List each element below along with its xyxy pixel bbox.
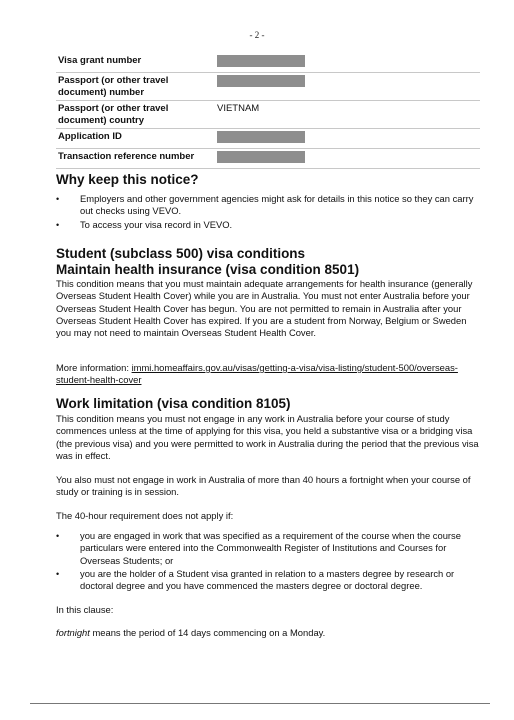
why-heading: Why keep this notice? [56, 172, 199, 187]
row-value [211, 73, 480, 101]
bullet-text: To access your visa record in VEVO. [80, 219, 233, 230]
table-row [56, 53, 480, 73]
health-insurance-paragraph: This condition means that you must maintain adequate arrangements for health insurance (generally Overseas Student Health Cover) while you are in Australia. You must not enter Australia before your Overseas Student Health Cover has begun. You are not permitted to remain in Australia after your Overseas Student Health Cover has expired. If you are a student from Norway, Belgium or Sweden you may not need to maintain Overseas Student Health Cover. [56, 278, 473, 339]
list-item [56, 530, 482, 567]
table-row [56, 129, 480, 149]
work-paragraph-2: You also must not engage in work in Australia of more than 40 hours a fortnight when your course of study or training is in session. [56, 474, 471, 498]
bullet-text: you are engaged in work that was specified as a requirement of the course when the course particulars were entered into the Commonwealth Register of Institutions and Courses for Overseas Students; or [80, 530, 461, 566]
definition-text: means the period of 14 days commencing on a Monday. [89, 627, 326, 638]
redaction-box [217, 151, 305, 163]
definition-term: fortnight [56, 627, 90, 638]
work-limitation-heading: Work limitation (visa condition 8105) [56, 396, 291, 411]
row-label: Transaction reference number [56, 149, 211, 169]
row-label: Passport (or other travel document) number [56, 73, 211, 101]
bullet-icon: • [56, 531, 60, 541]
bullet-text: Employers and other government agencies might ask for details in this notice so they can carry out checks using VEVO. [80, 193, 474, 217]
bullet-text: you are the holder of a Student visa granted in relation to a masters degree by research or doctoral degree and you have commenced the masters degree or doctoral degree. [80, 568, 455, 592]
footer-divider [30, 703, 490, 704]
row-label: Visa grant number [56, 53, 211, 73]
bullet-icon: • [56, 569, 60, 579]
work-paragraph-3: The 40-hour requirement does not apply if: [56, 510, 234, 521]
list-item [56, 193, 482, 218]
more-info-link[interactable]: immi.homeaffairs.gov.au/visas/getting-a-visa/visa-listing/student-500/overseas-student-health-cover [56, 362, 458, 386]
health-insurance-heading: Maintain health insurance (visa condition 8501) [56, 262, 360, 277]
clause-intro: In this clause: [56, 604, 114, 615]
fortnight-definition [56, 627, 482, 639]
row-value [211, 53, 480, 73]
row-value [211, 129, 480, 149]
table-row [56, 73, 480, 101]
row-label: Passport (or other travel document) country [56, 101, 211, 129]
row-value: VIETNAM [211, 101, 480, 129]
list-item [56, 568, 482, 593]
more-info-label: More information: [56, 362, 132, 373]
redaction-box [217, 75, 305, 87]
row-label: Application ID [56, 129, 211, 149]
list-item [56, 219, 482, 231]
student-heading: Student (subclass 500) visa conditions [56, 246, 306, 261]
bullet-icon: • [56, 220, 60, 230]
page-number: - 2 - [249, 30, 265, 40]
work-paragraph-1: This condition means you must not engage in any work in Australia before your course of study commences unless at the time of applying for this visa, you held a substantive visa or a bridging visa (the previous visa) and you were permitted to work in Australia during the period that the previous visa was in effect. [56, 413, 479, 461]
visa-details-table [56, 53, 480, 169]
table-row [56, 149, 480, 169]
more-information [56, 362, 482, 387]
bullet-icon: • [56, 194, 60, 204]
redaction-box [217, 131, 305, 143]
table-row [56, 101, 480, 129]
row-value [211, 149, 480, 169]
redaction-box [217, 55, 305, 67]
